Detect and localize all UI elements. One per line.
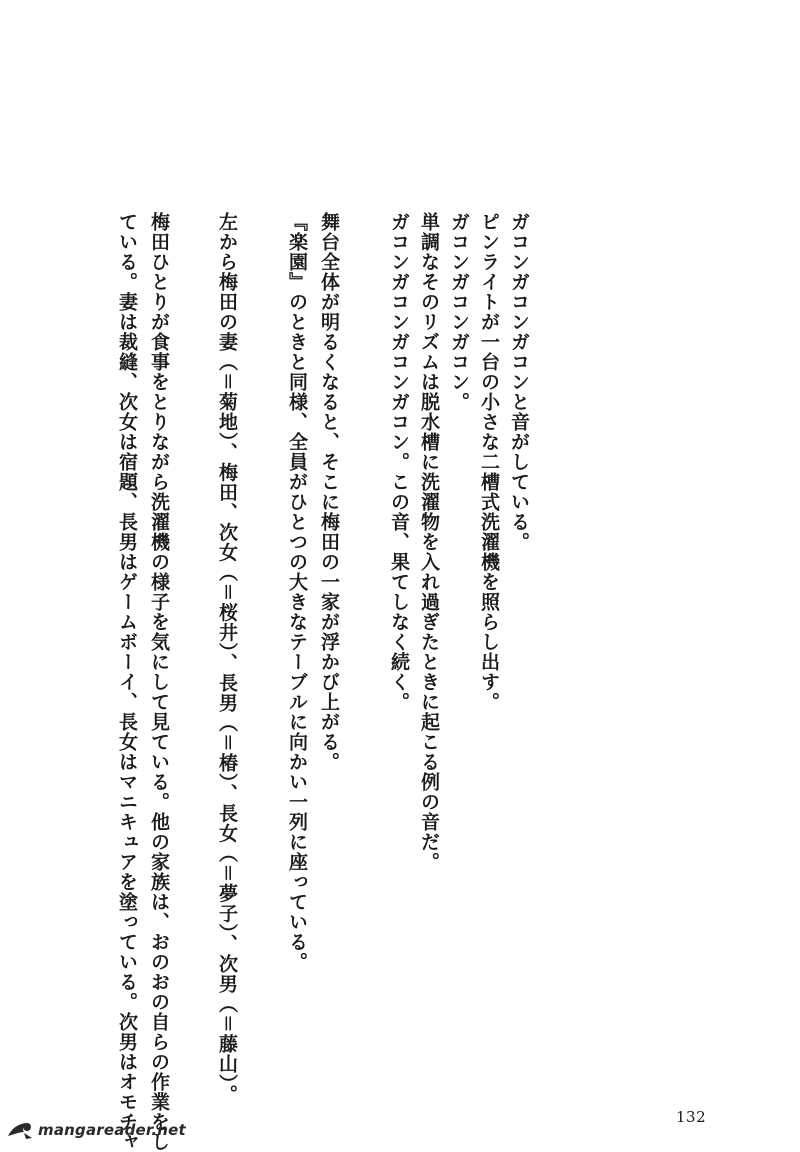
text-line: 『楽園』のときと同様、全員がひとつの大きなテーブルに向かい一列に座っている。 <box>286 212 308 972</box>
mangareader-logo-icon <box>6 1118 34 1142</box>
watermark-text: mangareader.net <box>38 1121 186 1139</box>
text-line: ガコンガコンガコン。 <box>448 212 470 412</box>
page-number: 132 <box>676 1108 707 1126</box>
text-line: 左から梅田の妻（＝菊地）、梅田、次女（＝桜井）、長男（＝椿）、長女（＝夢子）、次男（＝藤山）。 <box>216 212 238 1105</box>
text-line: 梅田ひとりが食事をとりながら洗濯機の様子を気にして見ている。他の家族は、おのおの自らの作業をし <box>148 212 170 1152</box>
text-line: ガコンガコンガコンガコン。この音、果てしなく続く。 <box>388 212 410 712</box>
text-line: 単調なそのリズムは脱水槽に洗濯物を入れ過ぎたときに起こる例の音だ。 <box>418 212 440 872</box>
text-line: ている。妻は裁縫、次女は宿題、長男はゲームボーイ、長女はマニキュアを塗っている。次男はオモチャ <box>116 212 138 1152</box>
watermark <box>6 1118 186 1142</box>
text-line: ガコンガコンガコンと音がしている。 <box>508 212 530 552</box>
text-line: 舞台全体が明るくなると、そこに梅田の一家が浮かび上がる。 <box>318 212 340 772</box>
text-line: ピンライトが一台の小さな二槽式洗濯機を照らし出す。 <box>478 212 500 712</box>
